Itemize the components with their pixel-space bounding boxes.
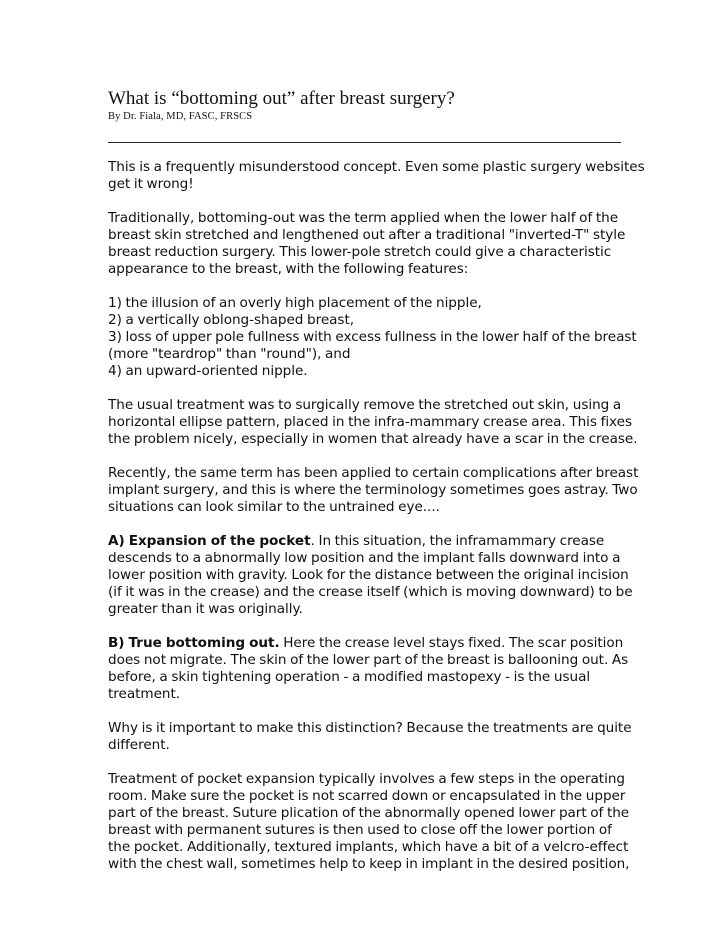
paragraph-usual-treatment [108,397,638,448]
text-line: Why is it important to make this distinction? Because the treatments are quite [108,720,632,736]
features-list [108,295,637,380]
text-line: treatment. [108,686,181,702]
paragraph-intro [108,159,645,193]
section-b-heading: B) True bottoming out. [108,635,280,651]
text-line: This is a frequently misunderstood concept. Even some plastic surgery websites [108,159,645,175]
text-line: before, a skin tightening operation - a modified mastopexy - is the usual [108,669,591,685]
list-item: 2) a vertically oblong-shaped breast, [108,312,355,328]
text-line: appearance to the breast, with the following features: [108,261,469,277]
document-page [108,88,645,890]
text-line: horizontal ellipse pattern, placed in the infra-mammary crease area. This fixes [108,414,632,430]
text-line: room. Make sure the pocket is not scarred down or encapsulated in the upper [108,788,626,804]
text-line: Traditionally, bottoming-out was the term applied when the lower half of the [108,210,619,226]
text-line: get it wrong! [108,176,194,192]
text-line: breast with permanent sutures is then used to close off the lower portion of [108,822,612,838]
article-title: What is “bottoming out” after breast surgery? [108,88,455,109]
text-line: different. [108,737,170,753]
text-line: greater than it was originally. [108,601,303,617]
paragraph-treatment [108,771,630,873]
paragraph-why [108,720,632,754]
text-line: with the chest wall, sometimes help to keep in implant in the desired position, [108,856,630,872]
text-line: breast reduction surgery. This lower-pole stretch could give a characteristic [108,244,612,260]
list-item: 3) loss of upper pole fullness with excess fullness in the lower half of the breast [108,329,637,345]
text-line [108,635,624,652]
text-line: situations can look similar to the untrained eye.... [108,499,440,515]
text-line: implant surgery, and this is where the terminology sometimes goes astray. Two [108,482,638,498]
text-line: (if it was in the crease) and the crease itself (which is moving downward) to be [108,584,633,600]
paragraph-traditionally [108,210,624,278]
text-line: part of the breast. Suture plication of the abnormally opened lower part of the [108,805,630,821]
list-item: 1) the illusion of an overly high placement of the nipple, [108,295,482,311]
text-line: does not migrate. The skin of the lower part of the breast is ballooning out. As [108,652,629,668]
text-line [108,533,624,550]
text-line: Recently, the same term has been applied to certain complications after breast [108,465,639,481]
section-a [108,533,633,618]
text-line: descends to a abnormally low position and the implant falls downward into a [108,550,621,566]
list-item: (more "teardrop" than "round"), and [108,346,351,362]
list-item: 4) an upward-oriented nipple. [108,363,308,379]
text-line: Treatment of pocket expansion typically involves a few steps in the operating [108,771,625,787]
text-line: the pocket. Additionally, textured implants, which have a bit of a velcro-effect [108,839,629,855]
text-line: the problem nicely, especially in women that already have a scar in the crease. [108,431,638,447]
paragraph-recently [108,465,639,516]
section-b-first-line: Here the crease level stays fixed. The scar position [279,635,624,651]
text-line: lower position with gravity. Look for the distance between the original incision [108,567,629,583]
text-line: breast skin stretched and lengthened out after a traditional "inverted-T" style [108,227,626,243]
section-a-first-line: . In this situation, the inframammary crease [310,533,605,549]
text-line: The usual treatment was to surgically remove the stretched out skin, using a [108,397,622,413]
article-body [108,159,645,873]
article-byline: By Dr. Fiala, MD, FASC, FRSCS [108,111,253,122]
section-a-heading: A) Expansion of the pocket [108,533,311,549]
section-b [108,635,629,703]
title-divider [108,142,621,143]
